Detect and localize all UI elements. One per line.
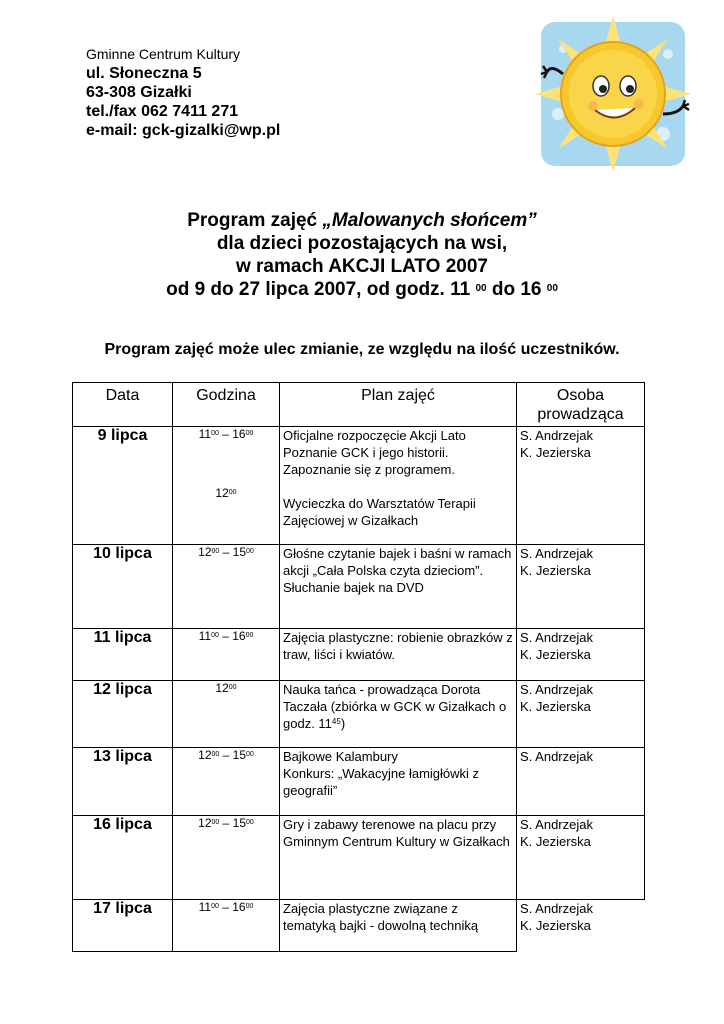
row-hour: $11^{00} - 16^{00}$ (173, 629, 280, 681)
person-name: S. Andrzejak (520, 749, 593, 764)
row-hour: $11^{00} - 16^{00}$ $12^{00}$ (173, 427, 280, 545)
row-hour: $12^{00} - 15^{00}$ (173, 545, 280, 629)
title-dates: od 9 do 27 lipca 2007, od godz. 11 (166, 279, 476, 300)
row-plan: Gry i zabawy terenowe na placu przy Gminnym Centrum Kultury w Gizałkach (280, 816, 517, 900)
person-name: K. Jezierska (520, 699, 591, 714)
row-plan: Nauka tańca - prowadząca Dorota Taczała (zbiórka w GCK w Gizałkach o godz. $11^{45}$) (280, 681, 517, 748)
document-title (0, 209, 724, 304)
person-name: K. Jezierska (520, 834, 591, 849)
header-person: Osoba prowadząca (517, 383, 645, 427)
plan-item: Głośne czytanie bajek i baśni w ramach akcji „Cała Polska czyta dzieciom”. (283, 546, 512, 578)
person-name: S. Andrzejak (520, 630, 593, 645)
table-row (73, 816, 645, 900)
title-program-name: „Malowanych słońcem” (322, 210, 537, 231)
title-line-2: dla dzieci pozostających na wsi, (216, 233, 508, 254)
row-date: 10 lipca (73, 545, 173, 629)
plan-item: Bajkowe Kalambury (283, 749, 398, 764)
person-name: K. Jezierska (520, 445, 591, 460)
postal-city: 63-308 Gizałki (86, 84, 192, 101)
plan-item: Nauka tańca - prowadząca Dorota Taczała (zbiórka w GCK w Gizałkach o godz. 11 (283, 682, 507, 731)
row-date: 9 lipca (73, 427, 173, 545)
table-row (73, 681, 645, 748)
header-plan: Plan zajęć (280, 383, 517, 427)
row-date: 11 lipca (73, 629, 173, 681)
row-person (517, 427, 645, 545)
address-block (86, 45, 280, 140)
row-hour: $12^{00}$ (173, 681, 280, 748)
row-person (517, 748, 645, 816)
title-prefix: Program zajęć (187, 210, 323, 231)
row-plan (280, 748, 517, 816)
person-name: K. Jezierska (520, 563, 591, 578)
title-time-to: do 16 (486, 279, 547, 300)
row-date: 12 lipca (73, 681, 173, 748)
row-hour: $12^{00} - 15^{00}$ (173, 748, 280, 816)
person-name: S. Andrzejak (520, 817, 593, 832)
title-time-minutes-start: 00 (475, 283, 487, 294)
sun-logo-icon (533, 14, 693, 174)
street-address: ul. Słoneczna 5 (86, 65, 202, 82)
row-plan: Zajęcia plastyczne związane z tematyką bajki - dowolną techniką (280, 900, 517, 952)
table-row (73, 748, 645, 816)
row-plan: Zajęcia plastyczne: robienie obrazków z traw, liści i kwiatów. (280, 629, 517, 681)
title-time-minutes-end: 00 (546, 283, 558, 294)
title-line-1 (0, 209, 724, 232)
organization-name: Gminne Centrum Kultury (86, 46, 241, 62)
person-name: S. Andrzejak (520, 428, 593, 443)
row-date: 16 lipca (73, 816, 173, 900)
phone-fax: tel./fax 062 7411 271 (86, 103, 239, 120)
row-date: 13 lipca (73, 748, 173, 816)
person-name: S. Andrzejak (520, 901, 593, 916)
header-date: Data (73, 383, 173, 427)
person-name: K. Jezierska (520, 647, 591, 662)
row-person (517, 816, 645, 900)
schedule-note: Program zajęć może ulec zmianie, ze względu na ilość uczestników. (104, 341, 620, 358)
schedule-table (72, 382, 645, 952)
table-row (73, 900, 645, 952)
person-name: S. Andrzejak (520, 682, 593, 697)
title-line-4 (0, 278, 724, 304)
row-person (517, 900, 645, 952)
person-name: S. Andrzejak (520, 546, 593, 561)
row-hour: $12^{00} - 15^{00}$ (173, 816, 280, 900)
title-line-3: w ramach AKCJI LATO 2007 (235, 256, 489, 277)
plan-item: Wycieczka do Warsztatów Terapii Zajęciowej w Gizałkach (283, 496, 476, 528)
table-row (73, 545, 645, 629)
plan-item: Konkurs: „Wakacyjne łamigłówki z geografii” (283, 766, 480, 798)
plan-item: Oficjalne rozpoczęcie Akcji Lato Poznanie GCK i jego historii. Zapoznanie się z programem. (283, 428, 466, 477)
person-name: K. Jezierska (520, 918, 591, 933)
email-address: e-mail: gck-gizalki@wp.pl (86, 122, 281, 139)
row-person (517, 681, 645, 748)
table-row (73, 629, 645, 681)
row-person (517, 545, 645, 629)
row-plan (280, 545, 517, 629)
table-header-row (73, 383, 645, 427)
table-row (73, 427, 645, 545)
row-person (517, 629, 645, 681)
row-hour: $11^{00} - 16^{00}$ (173, 900, 280, 952)
row-plan (280, 427, 517, 545)
plan-item: Słuchanie bajek na DVD (283, 580, 424, 595)
header-hour: Godzina (173, 383, 280, 427)
row-date: 17 lipca (73, 900, 173, 952)
